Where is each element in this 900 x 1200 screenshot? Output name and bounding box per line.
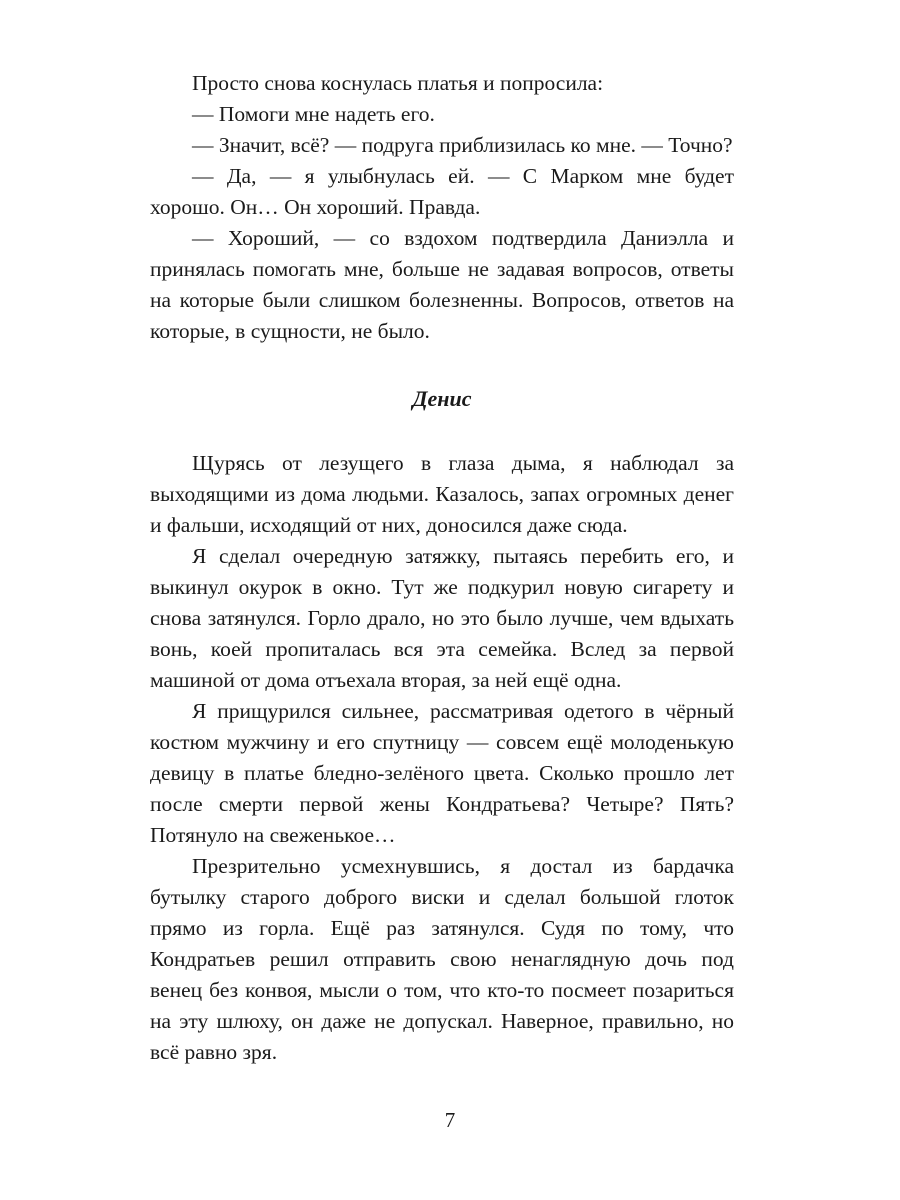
paragraph: — Хороший, — со вздохом подтвердила Даниэлла и принялась помогать мне, больше не задавая вопросов, ответы на которые были слишком болезненны. Вопросов, ответов на которые, в сущности, не было.: [150, 226, 734, 343]
section-one: [150, 68, 734, 347]
chapter-heading: Денис: [412, 386, 472, 411]
paragraph: — Да, — я улыбнулась ей. — С Марком мне будет хорошо. Он… Он хороший. Правда.: [150, 164, 734, 219]
section-two: [150, 448, 734, 1068]
paragraph: Просто снова коснулась платья и попросила:: [192, 71, 604, 95]
paragraph: Я прищурился сильнее, рассматривая одетого в чёрный костюм мужчину и его спутницу — совсем ещё молоденькую девицу в платье бледно-зелёного цвета. Сколько прошло лет после смерти первой жены Кондратьева? Четыре? Пять? Потянуло на свеженькое…: [150, 699, 734, 847]
paragraph: Щурясь от лезущего в глаза дыма, я наблюдал за выходящими из дома людьми. Казалось, запах огромных денег и фальши, исходящий от них, доносился даже сюда.: [150, 451, 734, 537]
paragraph: — Помоги мне надеть его.: [192, 102, 435, 126]
paragraph: Презрительно усмехнувшись, я достал из бардачка бутылку старого доброго виски и сделал большой глоток прямо из горла. Ещё раз затянулся. Судя по тому, что Кондратьев решил отправить свою ненаглядную дочь под венец без конвоя, мысли о том, что кто-то посмеет позариться на эту шлюху, он даже не допускал. Наверное, правильно, но всё равно зря.: [150, 854, 734, 1064]
book-page-text: [150, 68, 734, 1068]
paragraph: — Значит, всё? — подруга приблизилась ко мне. — Точно?: [192, 133, 733, 157]
paragraph: Я сделал очередную затяжку, пытаясь перебить его, и выкинул окурок в окно. Тут же подкурил новую сигарету и снова затянулся. Горло драло, но это было лучше, чем вдыхать вонь, коей пропиталась вся эта семейка. Вслед за первой машиной от дома отъехала вторая, за ней ещё одна.: [150, 544, 734, 692]
page-number: 7: [444, 1108, 456, 1132]
